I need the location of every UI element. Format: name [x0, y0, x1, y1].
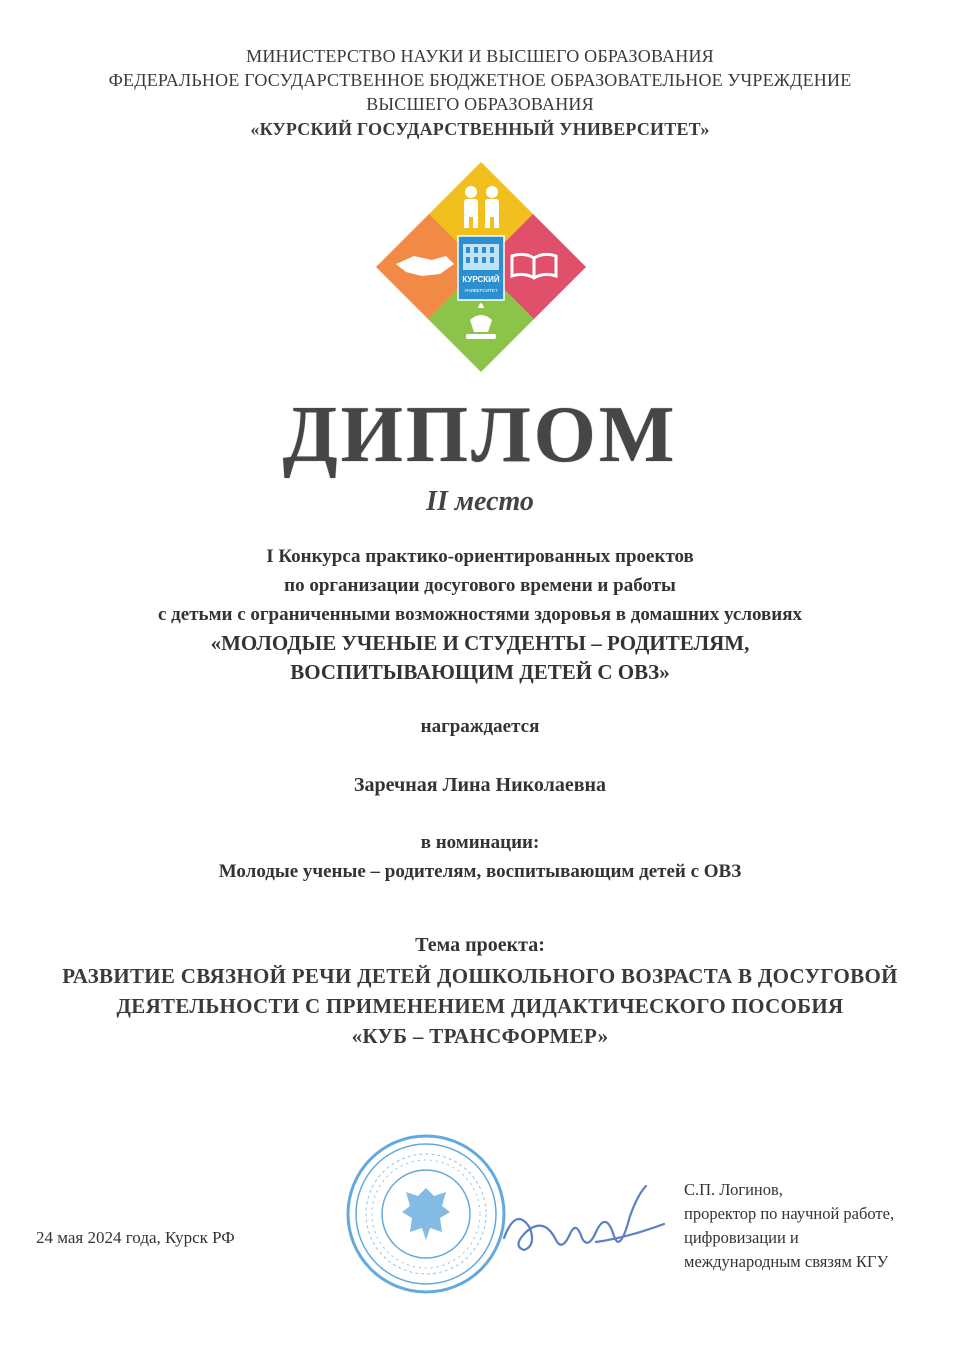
contest-line-3: с детьми с ограниченными возможностями здоровья в домашних условиях — [157, 604, 803, 625]
education-level-line: ВЫСШЕГО ОБРАЗОВАНИЯ — [366, 94, 594, 114]
logo-center-subtext: УНИВЕРСИТЕТ — [464, 288, 498, 293]
contest-line-2: по организации досугового времени и работы — [284, 575, 676, 596]
document-title: ДИПЛОМ — [282, 391, 678, 479]
nomination-label: в номинации: — [420, 832, 540, 853]
project-topic-line-1: РАЗВИТИЕ СВЯЗНОЙ РЕЧИ ДЕТЕЙ ДОШКОЛЬНОГО ВОЗРАСТА В ДОСУГОВОЙ — [62, 964, 898, 988]
coat-of-arms-icon — [402, 1188, 450, 1240]
university-logo — [374, 160, 588, 374]
contest-description — [0, 542, 960, 687]
place-award: II место — [426, 486, 534, 517]
project-topic-line-2: ДЕЯТЕЛЬНОСТИ С ПРИМЕНЕНИЕМ ДИДАКТИЧЕСКОГО ПОСОБИЯ — [116, 994, 844, 1018]
signer-name: С.П. Логинов, — [684, 1180, 783, 1199]
institution-type-line: ФЕДЕРАЛЬНОЕ ГОСУДАРСТВЕННОЕ БЮДЖЕТНОЕ ОБРАЗОВАТЕЛЬНОЕ УЧРЕЖДЕНИЕ — [108, 70, 852, 90]
project-topic-line-3: «КУБ – ТРАНСФОРМЕР» — [351, 1024, 609, 1048]
awarded-label: награждается — [420, 716, 540, 737]
official-stamp — [344, 1132, 508, 1296]
contest-name-line-2: ВОСПИТЫВАЮЩИМ ДЕТЕЙ С ОВЗ» — [290, 660, 670, 684]
signer-block — [684, 1178, 894, 1274]
contest-name-line-1: «МОЛОДЫЕ УЧЕНЫЕ И СТУДЕНТЫ – РОДИТЕЛЯМ, — [210, 631, 750, 655]
logo-center-text: КУРСКИЙ — [462, 275, 500, 284]
university-name: «КУРСКИЙ ГОСУДАРСТВЕННЫЙ УНИВЕРСИТЕТ» — [250, 119, 710, 139]
date-place: 24 мая 2024 года, Курск РФ — [36, 1228, 235, 1247]
contest-line-1: I Конкурса практико-ориентированных проектов — [266, 546, 694, 567]
signer-role-2: цифровизации и — [684, 1228, 799, 1247]
signer-role-3: международным связям КГУ — [684, 1252, 889, 1271]
ministry-line: МИНИСТЕРСТВО НАУКИ И ВЫСШЕГО ОБРАЗОВАНИЯ — [246, 46, 714, 66]
signature — [496, 1176, 676, 1276]
project-topic-label: Тема проекта: — [415, 934, 545, 956]
signer-role-1: проректор по научной работе, — [684, 1204, 895, 1223]
recipient-name: Заречная Лина Николаевна — [353, 774, 607, 796]
nomination-value: Молодые ученые – родителям, воспитывающим детей с ОВЗ — [218, 861, 742, 882]
project-topic — [0, 961, 960, 1051]
